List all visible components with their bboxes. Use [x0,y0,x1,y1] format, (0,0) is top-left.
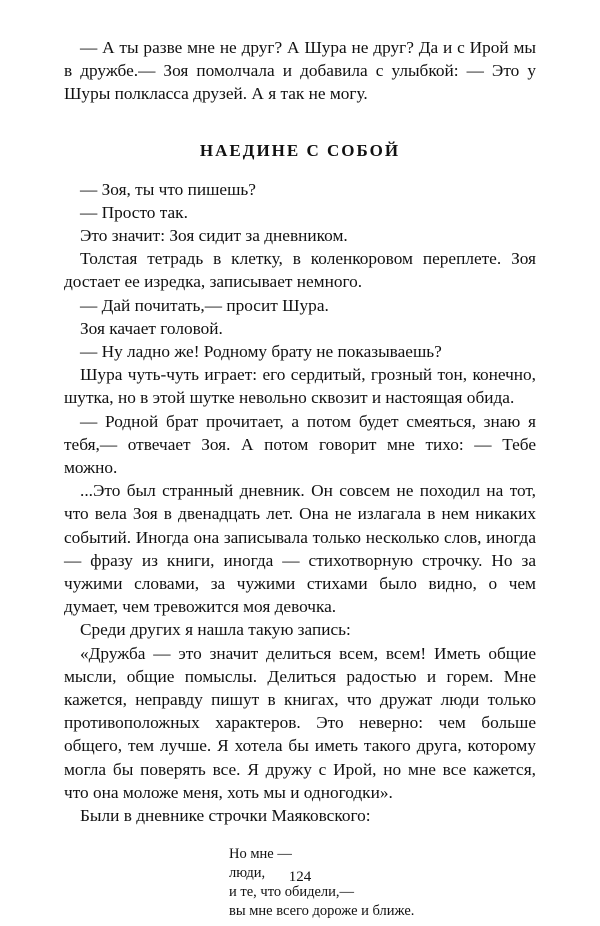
page-content [64,36,536,921]
poem-line-4: вы мне всего дороже и ближе. [229,903,415,920]
paragraph-13: Были в дневнике строчки Маяковского: [80,806,371,826]
poem-line-3: и те, что обидели,— [229,884,355,901]
page-number: 124 [288,869,312,885]
paragraph-12: «Дружба — это значит делиться всем, всем! Иметь общие мысли, общие помыслы. Делиться радостью и горем. Мне кажется, неправду пишут в книгах, что дружат люди только противоположных характеров. Это неверно: чем больше общего, тем лучше. Я хотела бы иметь такого друга, которому могла бы поверять все. Я дружу с Ирой, но мне все кажется, что она моложе меня, хоть мы и одногодки». [64,643,536,802]
section-heading: НАЕДИНЕ С СОБОЙ [199,140,401,160]
paragraph-9: — Родной брат прочитает, а потом будет смеяться, знаю я тебя,— отвечает Зоя. А потом говорит мне тихо: — Тебе можно. [64,411,536,478]
intro-paragraph: — А ты разве мне не друг? А Шура не друг? Да и с Ирой мы в дружбе.— Зоя помолчала и добавила с улыбкой: — Это у Шуры полкласса друзей. А я так не могу. [64,38,536,104]
poem-line-1: Но мне — [229,846,292,863]
paragraph-5: — Дай почитать,— просит Шура. [80,295,329,315]
paragraph-3: Это значит: Зоя сидит за дневником. [80,226,348,246]
paragraph-10: ...Это был странный дневник. Он совсем не походил на тот, что вела Зоя в двенадцать лет. Она не излагала в нем никаких событий. Иногда она записывала только несколько слов, иногда — фразу из книги, иногда — стихотворную строчку. Но за чужими словами, за чужими стихами было видно, о чем думает, чем тревожится моя девочка. [64,481,536,617]
paragraph-11: Среди других я нашла такую запись: [80,620,351,640]
paragraph-8: Шура чуть-чуть играет: его сердитый, грозный тон, конечно, шутка, но в этой шутке невольно сквозит и настоящая обида. [64,365,536,408]
paragraph-4: Толстая тетрадь в клетку, в коленкоровом переплете. Зоя достает ее изредка, записывает немного. [64,249,536,292]
paragraph-7: — Ну ладно же! Родному брату не показываешь? [80,342,442,362]
poem-line-2: люди, [229,865,266,882]
paragraph-2: — Просто так. [80,202,188,222]
paragraph-1: — Зоя, ты что пишешь? [80,179,256,199]
paragraph-6: Зоя качает головой. [80,318,223,338]
